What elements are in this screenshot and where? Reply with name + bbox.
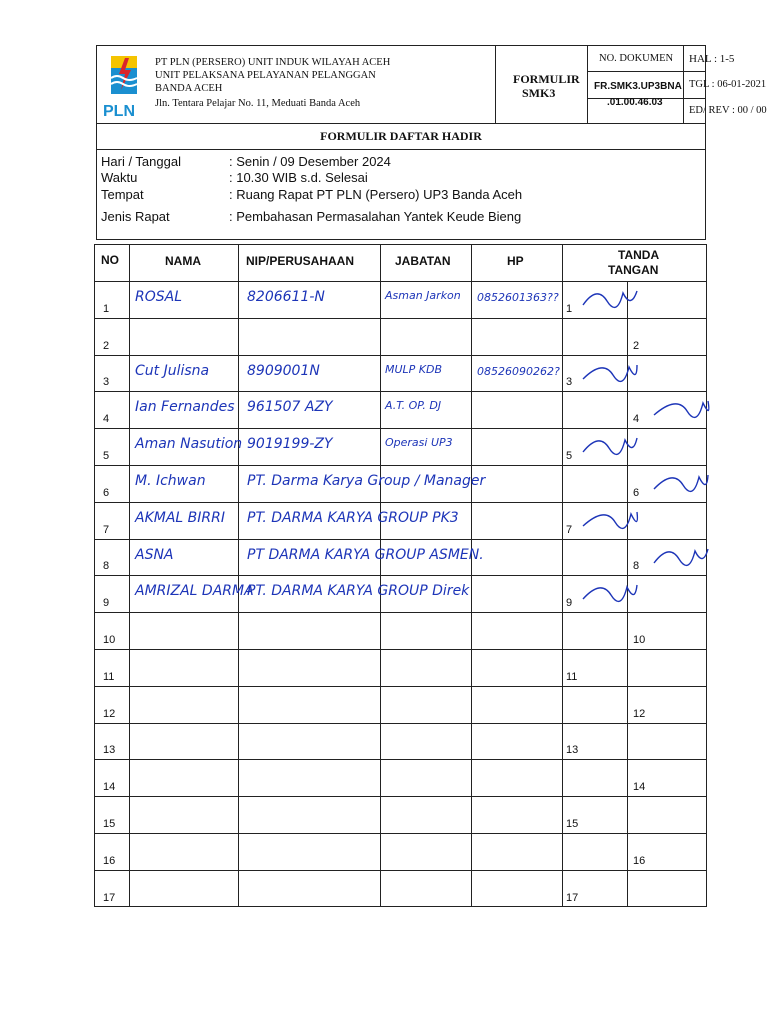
signature-number: 2 [633,339,640,352]
row-nama: Cut Julisna [135,362,210,379]
col-header-no: NO [101,253,119,267]
document-header [96,45,767,124]
row-no: 5 [103,450,110,462]
doc-no-label: NO. DOKUMEN [599,53,674,64]
row-no: 3 [103,376,110,389]
form-title: FORMULIR DAFTAR HADIR [320,129,482,143]
row-nip: PT DARMA KARYA GROUP ASMEN. [247,546,484,563]
row-nama: M. Ichwan [135,473,206,489]
row-nama: Aman Nasution [135,436,243,453]
signature-number: 9 [566,597,573,610]
signature-scribble [579,430,649,462]
row-nama: AMRIZAL DARMA [135,583,254,600]
signature-scribble [579,283,649,315]
signature-number: 6 [633,486,640,499]
col-header-ttd-2: TANGAN [608,263,659,277]
row-nip: PT. Darma Karya Group / Manager [247,473,486,489]
signature-scribble [650,541,720,573]
row-jabatan: MULP KDB [385,362,443,376]
jenis-label: Jenis Rapat [101,209,170,224]
signature-scribble [579,504,649,536]
row-nip: 9019199-ZY [247,436,333,453]
signature-number: 5 [566,450,573,462]
col-header-nama: NAMA [165,254,201,268]
row-no: 9 [103,597,110,610]
col-header-ttd-1: TANDA [618,248,660,262]
signature-scribble [650,467,720,499]
meeting-info [96,150,706,240]
signature-number: 15 [566,818,579,830]
row-no: 1 [103,302,110,315]
row-nama: Ian Fernandes [135,399,235,416]
row-nama: ROSAL [135,289,183,305]
row-nama: ASNA [135,546,174,563]
row-no: 14 [103,781,116,794]
signature-scribble [579,577,649,609]
tgl-field: TGL : 06-01-2021 [689,79,767,90]
signature-number: 11 [566,670,578,683]
row-hp: 0852601363?? [477,291,559,304]
col-header-nip: NIP/PERUSAHAAN [246,254,355,268]
hal-field: HAL : 1-5 [689,53,735,65]
row-no: 17 [103,891,116,904]
row-no: 6 [103,486,110,499]
form-label-2: SMK3 [522,86,556,100]
company-line-1: PT PLN (PERSERO) UNIT INDUK WILAYAH ACEH [155,57,391,68]
row-nip: 961507 AZY [247,399,333,416]
signature-number: 7 [566,523,573,536]
tempat-label: Tempat [101,187,144,202]
row-nama: AKMAL BIRRI [135,509,225,526]
signature-number: 13 [566,744,579,757]
row-no: 13 [103,744,116,757]
col-header-jabatan: JABATAN [395,254,451,268]
company-address: Jln. Tentara Pelajar No. 11, Meduati Banda Aceh [155,98,361,109]
row-no: 16 [103,854,116,867]
ed-rev-field: ED/ REV : 00 / 00 [689,105,767,116]
logo-text: PLN [103,103,135,120]
signature-number: 8 [633,560,640,573]
jenis-value: : Pembahasan Permasalahan Yantek Keude Bieng [229,209,522,224]
pln-logo [103,52,147,122]
row-no: 11 [103,670,115,683]
doc-no-line-2: .01.00.46.03 [607,97,663,108]
row-no: 4 [103,413,110,426]
hari-value: : Senin / 09 Desember 2024 [229,154,391,169]
signature-number: 1 [566,302,573,315]
company-line-2: UNIT PELAKSANA PELAYANAN PELANGGAN [155,70,376,81]
signature-number: 3 [566,376,573,389]
signature-number: 12 [633,707,646,720]
signature-number: 4 [633,413,640,426]
row-no: 7 [103,523,110,536]
row-jabatan: A.T. OP. DJ [385,399,442,413]
form-label-1: FORMULIR [513,72,580,86]
signature-scribble [650,393,720,425]
signature-number: 10 [633,634,646,646]
tempat-value: : Ruang Rapat PT PLN (Persero) UP3 Banda Aceh [229,187,523,202]
form-title-bar [96,124,706,150]
signature-number: 17 [566,891,579,904]
row-no: 8 [103,560,110,573]
row-nip: PT. DARMA KARYA GROUP Direk [247,583,470,600]
row-hp: 08526090262? [477,364,560,378]
hari-label: Hari / Tanggal [101,154,181,169]
row-nip: 8909001N [247,362,320,379]
attendance-table [94,244,707,907]
signature-number: 16 [633,854,646,867]
row-no: 15 [103,818,116,830]
company-line-3: BANDA ACEH [155,83,223,94]
signature-scribble [579,357,649,389]
row-jabatan: Operasi UP3 [385,436,453,450]
waktu-value: : 10.30 WIB s.d. Selesai [229,170,368,185]
row-no: 12 [103,707,116,720]
signature-number: 14 [633,781,646,794]
col-header-hp: HP [507,254,524,268]
row-no: 10 [103,634,116,646]
row-nip: PT. DARMA KARYA GROUP PK3 [247,509,459,526]
row-jabatan: Asman Jarkon [385,289,461,302]
waktu-label: Waktu [101,170,138,185]
doc-no-line-1: FR.SMK3.UP3BNA [594,81,682,92]
row-no: 2 [103,339,110,352]
row-nip: 8206611-N [247,289,325,305]
